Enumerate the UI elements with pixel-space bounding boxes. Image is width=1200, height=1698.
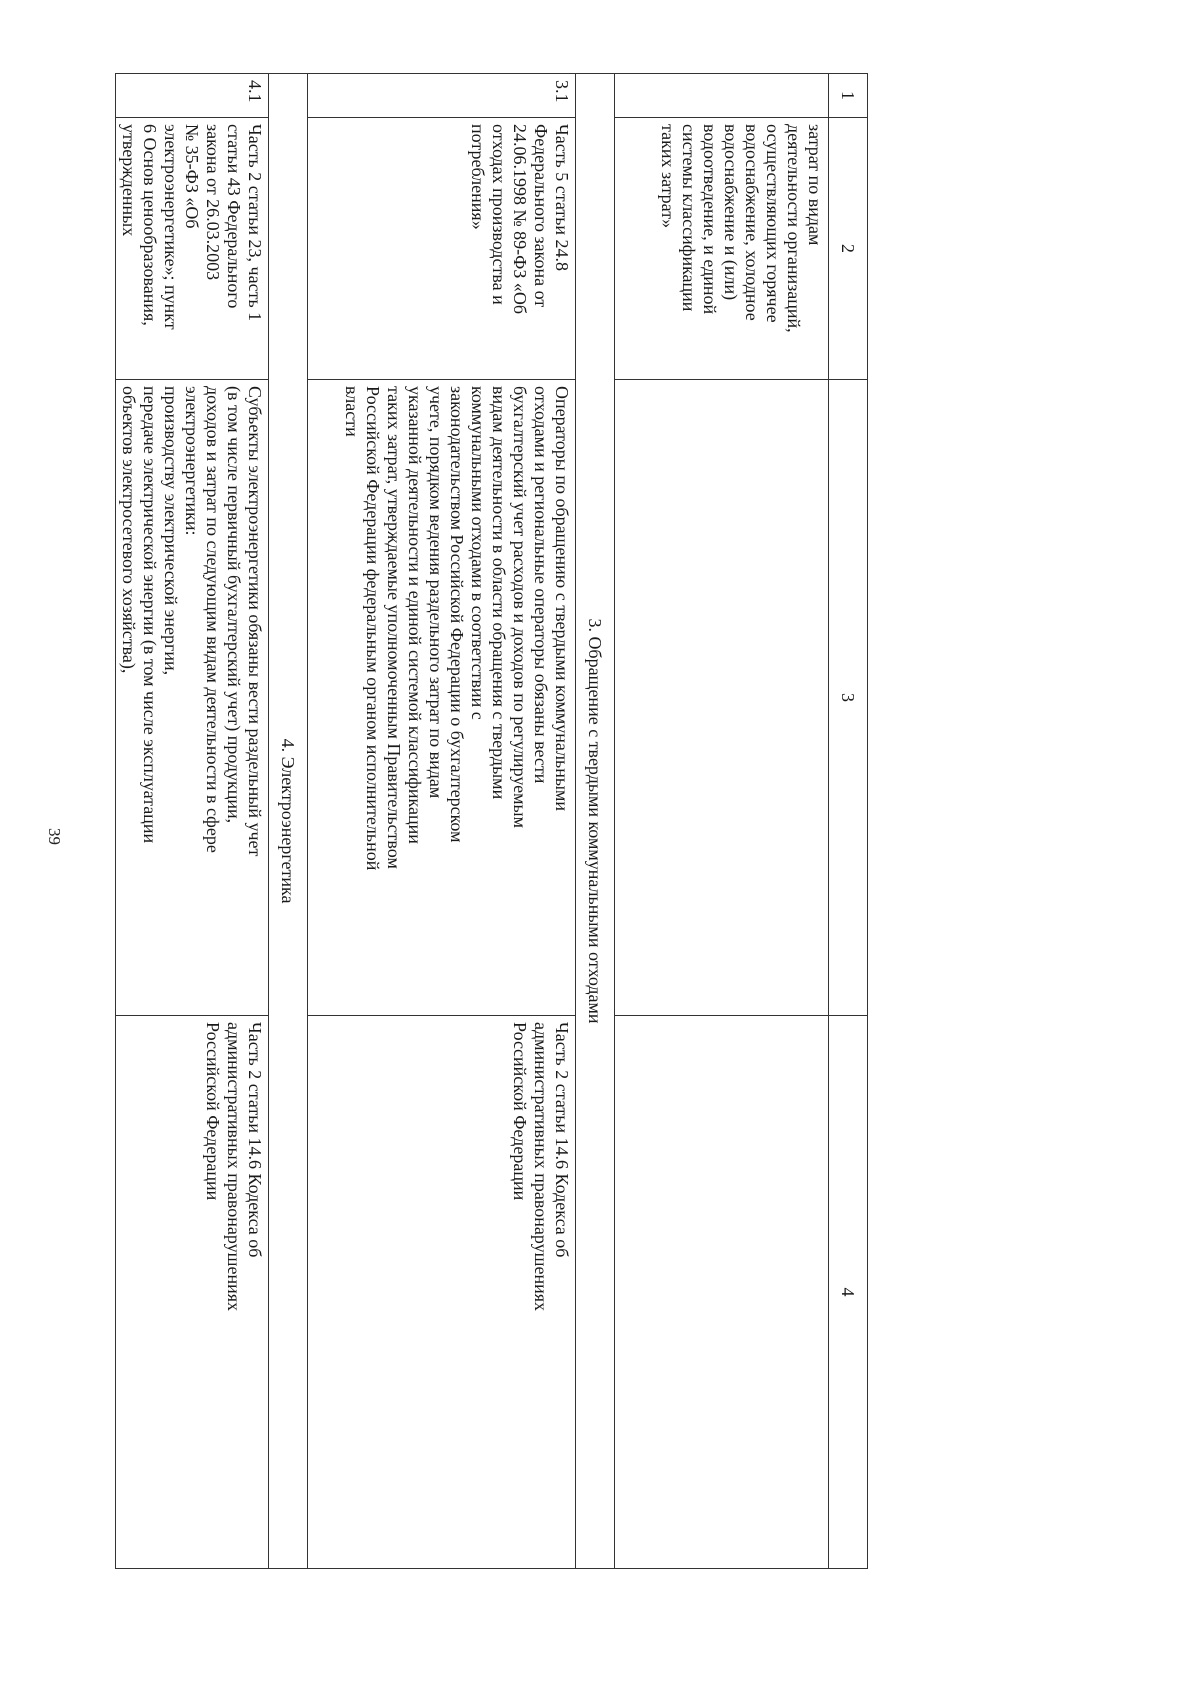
table-row (308, 74, 576, 1569)
cell-legal-basis: затрат по видам деятельности организаций, осуществляющих горячее водоснабжение, холодное водоснабжение и (или) водоотведение, и единой системы классификации таких затрат» (615, 118, 829, 380)
cell-legal-basis: Часть 2 статьи 23, часть 1 статьи 43 Федерального закона от 26.03.2003 № 35-ФЗ «Об электроэнергетике»; пункт 6 Основ ценообразования, утвержденных (116, 118, 269, 380)
header-row (829, 74, 868, 1569)
cell-requirement (615, 380, 829, 1016)
header-col-2: 2 (829, 118, 868, 380)
table-row (615, 74, 829, 1569)
header-col-3: 3 (829, 380, 868, 1016)
section-title: 3. Обращение с твердыми коммунальными отходами (576, 74, 615, 1569)
header-col-4: 4 (829, 1016, 868, 1569)
cell-liability: Часть 2 статьи 14.6 Кодекса об административных правонарушениях Российской Федерации (308, 1016, 576, 1569)
cell-number: 4.1 (116, 74, 269, 118)
table-row (116, 74, 269, 1569)
section-title: 4. Электроэнергетика (269, 74, 308, 1569)
page-number: 39 (45, 828, 64, 845)
section-row (269, 74, 308, 1569)
header-col-1: 1 (829, 74, 868, 118)
section-row (576, 74, 615, 1569)
cell-number (615, 74, 829, 118)
cell-requirement: Субъекты электроэнергетики обязаны вести раздельный учет (в том числе первичный бухгалтерский учет) продукции, доходов и затрат по следующим видам деятельности в сфере электроэнергетики: производству электрической энергии, передаче электрической энергии (в том числе эксплуатации объектов электросетевого хозяйства), (116, 380, 269, 1016)
cell-number: 3.1 (308, 74, 576, 118)
cell-liability: Часть 2 статьи 14.6 Кодекса об административных правонарушениях Российской Федерации (116, 1016, 269, 1569)
cell-liability (615, 1016, 829, 1569)
cell-requirement: Операторы по обращению с твердыми коммунальными отходами и региональные операторы обязаны вести бухгалтерский учет расходов и доходов по регулируемым видам деятельности в области обращения с твердыми коммунальными отходами в соответствии с законодательством Российской Федерации о бухгалтерском учете, порядком ведения раздельного затрат по видам указанной деятельности и единой системой классификации таких затрат, утверждаемые уполномоченным Правительством Российской Федерации федеральным органом исполнительной власти (308, 380, 576, 1016)
requirements-table (115, 73, 868, 1569)
rotated-page (119, 73, 868, 1568)
cell-legal-basis: Часть 5 статьи 24.8 Федерального закона от 24.06.1998 № 89-ФЗ «Об отходах производства и потребления» (308, 118, 576, 380)
